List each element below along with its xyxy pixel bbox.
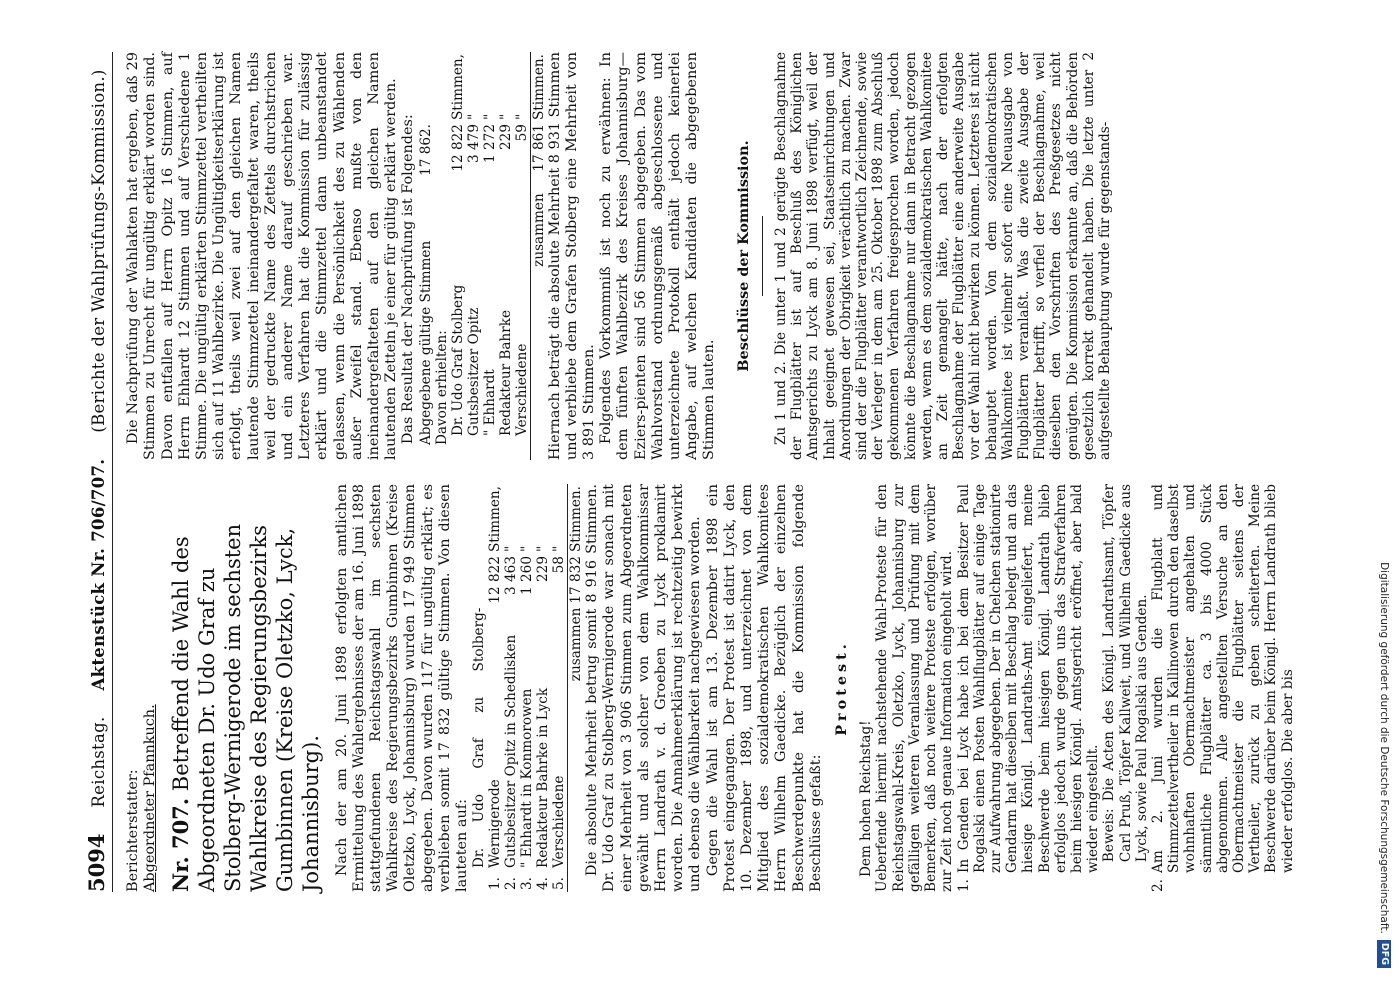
intro-paragraph: Nach der am 20. Juni 1898 erfolgten amtlichen Ermittelung des Wahlergebnisses der am 16. Juni 1898 stattgefundenen Reichstagswahl im sechsten Wahlkreise des Regierungsbezirks Gumbinnen (Kreise Oletzko, Lyck, Johannisburg) wurden 17 949 Stimmen abgegeben. Davon wurden 117 für ungültig erklärt; es verblieben somit 17 832 gültige Stimmen. Von diesen lauteten auf: [333, 484, 471, 892]
total-unit: Stimmen. [568, 486, 585, 553]
vote-unit: " [535, 545, 552, 553]
vote-unit: " [465, 113, 482, 121]
vote-unit: " [481, 113, 498, 121]
vote-unit: " [551, 545, 568, 553]
vote-table-original [471, 484, 584, 892]
total-label: zusammen [568, 606, 585, 870]
valid-votes-label: Abgegebene gültige Stimmen [417, 240, 434, 446]
document-number: Aktenstück Nr. 706/707. [89, 458, 108, 691]
vote-unit: " [519, 545, 536, 553]
decisions-heading: Beschlüsse der Kommission. [734, 140, 752, 372]
table-row [498, 52, 514, 460]
vote-index: 1. [487, 877, 504, 890]
page-number: 5094 [84, 833, 109, 892]
dfg-logo-icon: DFG [1377, 940, 1391, 968]
review-paragraph: Die Nachprüfung der Wahlakten hat ergeben, daß 29 Stimmen zu Unrecht für ungültig erklärt worden sind. Davon entfallen auf Herrn Opitz 16 Stimmen, auf Herrn Ehhardt 12 Stimmen und auf Verschiedene 1 Stimme. Die ungültig erklärten Stimmzettel vertheilten sich auf 11 Wahlbezirke. Die Ungültigkeitserklärung ist erfolgt, theils weil zwei auf den gleichen Namen lautende Stimmzettel ineinandergefaltet waren, theils weil der gedruckte Name des Zettels durchstrichen und ein anderer Name darauf geschrieben war. Letzteres Verfahren hat die Kommission für zulässig erklärt und die Stimmzettel dann unbeanstandet gelassen, wenn die Persönlichkeit des zu Wählenden außer Zweifel stand. Ebenso mußte von den ineinandergefalteten auf den gleichen Namen lautenden Zetteln je einer für gültig erklärt werden. [125, 52, 400, 460]
reviewed-majority: Hiernach beträgt die absolute Mehrheit 8 931 Stimmen und verbliebe dem Grafen Stolberg eine Mehrheit von 3 891 Stimmen. [546, 52, 598, 460]
vote-count: 3 479 [465, 124, 482, 163]
table-row [551, 484, 568, 892]
vote-count: 1 260 [519, 556, 536, 595]
candidate-name: Dr. Udo Graf zu Stolberg-Wernigerode [471, 607, 504, 868]
protest-heading: Protest. [833, 640, 851, 736]
vote-table-reviewed [418, 52, 547, 460]
title-number: Nr. 707. [167, 797, 193, 892]
total-unit: Stimmen. [530, 54, 547, 121]
document-title [168, 484, 324, 892]
vote-count: 3 463 [503, 556, 520, 595]
total-label: zusammen [530, 191, 547, 438]
section-name: (Berichte der Wahlprüfungs-Kommission.) [89, 69, 108, 433]
vote-count: 59 [513, 124, 530, 142]
rapporteur-name: Abgeordneter Pfannkuch. [142, 704, 159, 892]
digitization-stamp [1375, 28, 1393, 968]
total-count: 17 861 [530, 122, 547, 191]
vote-count: 12 822 [449, 124, 466, 172]
table-row [503, 484, 519, 892]
vote-unit: Stimmen, [449, 54, 466, 121]
vote-unit: " [497, 113, 514, 121]
vote-unit: " [513, 113, 530, 121]
two-column-body [125, 52, 1296, 892]
table-row [434, 52, 450, 460]
salutation: Dem hohen Reichstag! [858, 720, 875, 878]
majority-paragraph: Die absolute Mehrheit betrug somit 8 916 Stimmen. Dr. Udo Graf zu Stolberg-Wernigerode war sonach mit einer Mehrheit von 3 906 Stimmen zum Abgeordneten gewählt und als solcher von dem Wahlkommissar Herrn Landrath v. d. Groeben zu Lyck proklamirt worden. Die Annahmeerklärung ist rechtzeitig bewirkt und ebenso die Wählbarkeit nachgewiesen worden. [584, 484, 704, 892]
list-item: 2. Am 2. Juni wurden die Flugblatt und Stimmzettelvertheiler in Kallinowen durch den daselbst wohnhaften Obermachtmeister angehalten und sämmtliche Flugblätter ca. 3 bis 4000 Stück abgenommen. Alle angestellten Versuche an den Obermachtmeister die Flugblätter seitens der Vertheiler, zurück zu geben scheiterten. Meine Beschwerde darüber beim Königl. Herrn Landrath blieb wieder erfolglos. Die aber bis [1149, 484, 1296, 892]
candidate-name: Gutsbesitzer Opitz in Schedlisken [503, 634, 520, 868]
table-total-row [568, 484, 585, 892]
left-column [125, 484, 1296, 892]
vote-count: 229 [535, 556, 552, 582]
table-row [482, 52, 498, 460]
vote-count: 12 822 [487, 556, 504, 604]
table-row [418, 52, 434, 460]
digitization-credit: Digitalisierung gefördert durch die Deutsche Forschungsgemeinschaft. [1378, 562, 1390, 934]
vote-unit: " [503, 545, 520, 553]
table-row [519, 484, 535, 892]
title-text: Betreffend die Wahl des Abgeordneten Dr. Udo Graf zu Stolberg-Wernigerode im sechsten Wahlkreise des Regierungsbezirks Gumbinnen (Kreise Oletzko, Lyck, Johannisburg). [168, 523, 323, 892]
table-total-row [530, 52, 547, 460]
vote-index: 3. [519, 877, 536, 890]
list-item: 1. In Genden bei Lyck habe ich bei dem Besitzer Paul Rogalski einen Posten Wahlflugblätter auf einige Tage zur Aufwahrung abgegeben. Der in Chelchen stationirte Gendarm hat dieselben mit Beschlag belegt und an das hiesige Königl. Landraths-Amt eingeliefert, meine Beschwerde beim hiesigen Königl. Landrath blieb erfolglos jedoch wurde gegen uns das Strafverfahren beim hiesigen Königl. Amtsgericht eröffnet, aber bald wieder eingestellt. [955, 484, 1102, 892]
rapporteur-label: Berichterstatter: [125, 769, 142, 892]
protest-intro: Gegen die Wahl ist am 13. Dezember 1898 ein Protest eingegangen. Der Protest ist datirt Lyck, den 10. Dezember 1898, und unterzeichnet von dem Mitglied des sozialdemokratischen Wahlkomitees Herrn Wilhelm Gaedicke. Bezüglich der einzelnen Beschwerdepunkte hat die Kommission folgende Beschlüsse gefaßt: [704, 484, 824, 892]
protest-text [858, 484, 1295, 892]
candidate-name: Redakteur Bahrke in Lyck [535, 687, 552, 868]
candidate-name: " Ehhardt [481, 369, 498, 436]
received-label: Davon erhielten: [433, 330, 450, 446]
vote-unit: Stimmen, [487, 486, 504, 553]
protest-body: Ueberfende hiermit nachstehende Wahl-Proteste für den Reichstagswahl-Kreis, Oletzko, Lyck, Johannisburg zur gefälligen weiteren Veranlassung und Prüfung mit dem Bemerken, daß noch weitere Proteste erfolgen, worüber zur Zeit noch genaue Information eingeholt wird. [874, 484, 956, 892]
table-row [450, 52, 466, 460]
vote-index: 4. [535, 877, 552, 890]
decision-1-2: Zu 1 und 2. Die unter 1 und 2 gerügte Beschlagnahme der Flugblätter ist auf Beschluß des Königlichen Amtsgerichts zu Lyck am 8. Juni 1898 verfügt, weil der Inhalt geeignet gewesen sei, Staatseinrichtungen und Anordnungen der Obrigkeit verächtlich zu machen. Zwar sind der die Flugblätter verantwortlich Zeichnende, sowie der Verleger in dem am 25. Oktober 1898 zum Abschluß gekommenen Verfahren freigesprochen worden, jedoch könnte die Beschlagnahme nur dann in Betracht gezogen werden, wenn es dem sozialdemokratischen Wahlkomitee an Zeit gemangelt hätte, nach der erfolgten Beschlagnahme der Flugblätter eine anderweite Ausgabe vor der Wahl nicht bewirken zu können. Letzteres ist nicht behauptet worden. Von dem sozialdemokratischen Wahlkomitee ist vielmehr sofort eine Neuausgabe von Flugblättern veranlaßt. Was die zweite Ausgabe der Flugblätter betrifft, so verfiel der Beschlagnahme, weil dieselben den Vorschriften des Preßgesetzes nicht genügten. Die Kommission erkannte an, daß die Behörden gesetzlich korrekt gehandelt haben. Die letzte unter 2 aufgestellte Behauptung wurde für gegenstands- [772, 52, 1113, 460]
vote-index: 5. [551, 877, 568, 890]
protest-item-1: In Genden bei Lyck habe ich bei dem Besitzer Paul Rogalski einen Posten Wahlflugblätter auf einige Tage zur Aufwahrung abgegeben. Der in Chelchen stationirte Gendarm hat dieselben mit Beschlag belegt und an das hiesige Königl. Landraths-Amt eingeliefert, meine Beschwerde beim hiesigen Königl. Landrath blieb erfolglos jedoch wurde gegen uns das Strafverfahren beim hiesigen Königl. Amtsgericht eröffnet, aber bald wieder eingestellt. [955, 484, 1102, 873]
incident-paragraph: Folgendes Vorkommniß ist noch zu erwähnen: In dem fünften Wahlbezirk des Kreises Johannisburg—Eziers-pienten sind 56 Stimmen abgegeben. Das vom Wahlvorstand ordnungsgemäß abgeschlossene und unterzeichnete Protokoll enthält jedoch keinerlei Angabe, auf welchen Kandidaten die abgegebenen Stimmen lauten. [598, 52, 718, 460]
candidate-name: Redakteur Bahrke [497, 309, 514, 436]
candidate-name: " Ehhardt in Konmorowen [519, 688, 536, 868]
table-row [514, 52, 531, 460]
vote-count: 58 [551, 556, 568, 574]
table-row [471, 484, 503, 892]
candidate-name: Gutsbesitzer Opitz [465, 307, 482, 436]
table-row [466, 52, 482, 460]
vote-count: 1 272 [481, 124, 498, 163]
valid-votes-count: 17 862. [417, 124, 434, 176]
candidate-name: Verschiedene [551, 775, 568, 868]
candidate-name: Verschiedene [513, 343, 530, 436]
result-intro: Das Resultat der Nachprüfung ist Folgendes: [400, 114, 417, 445]
protest-item-2: Am 2. Juni wurden die Flugblatt und Stimmzettelvertheiler in Kallinowen durch den daselbst wohnhaften Obermachtmeister angehalten und sämmtliche Flugblätter ca. 3 bis 4000 Stück abgenommen. Alle angestellten Versuche an den Obermachtmeister die Flugblätter seitens der Vertheiler, zurück zu geben scheiterten. Meine Beschwerde darüber beim Königl. Herrn Landrath blieb wieder erfolglos. Die aber bis [1149, 484, 1296, 873]
running-header [84, 52, 113, 892]
protest-items [956, 484, 1296, 892]
publication-name: Reichstag. [89, 716, 108, 808]
vote-index: 2. [503, 877, 520, 890]
vote-count: 229 [497, 124, 514, 150]
evidence-paragraph: Beweis: Die Acten des Königl. Landrathsamt, Töpfer Carl Pruß, Töpfer Kallweit, und Wilhelm Gaedicke aus Lyck, sowie Paul Rogalski aus Genden. [1101, 484, 1150, 863]
right-column [125, 52, 1296, 460]
total-count: 17 832 [568, 556, 585, 604]
table-row [535, 484, 551, 892]
heading-divider [762, 216, 763, 296]
candidate-name: Dr. Udo Graf Stolberg [449, 284, 466, 436]
